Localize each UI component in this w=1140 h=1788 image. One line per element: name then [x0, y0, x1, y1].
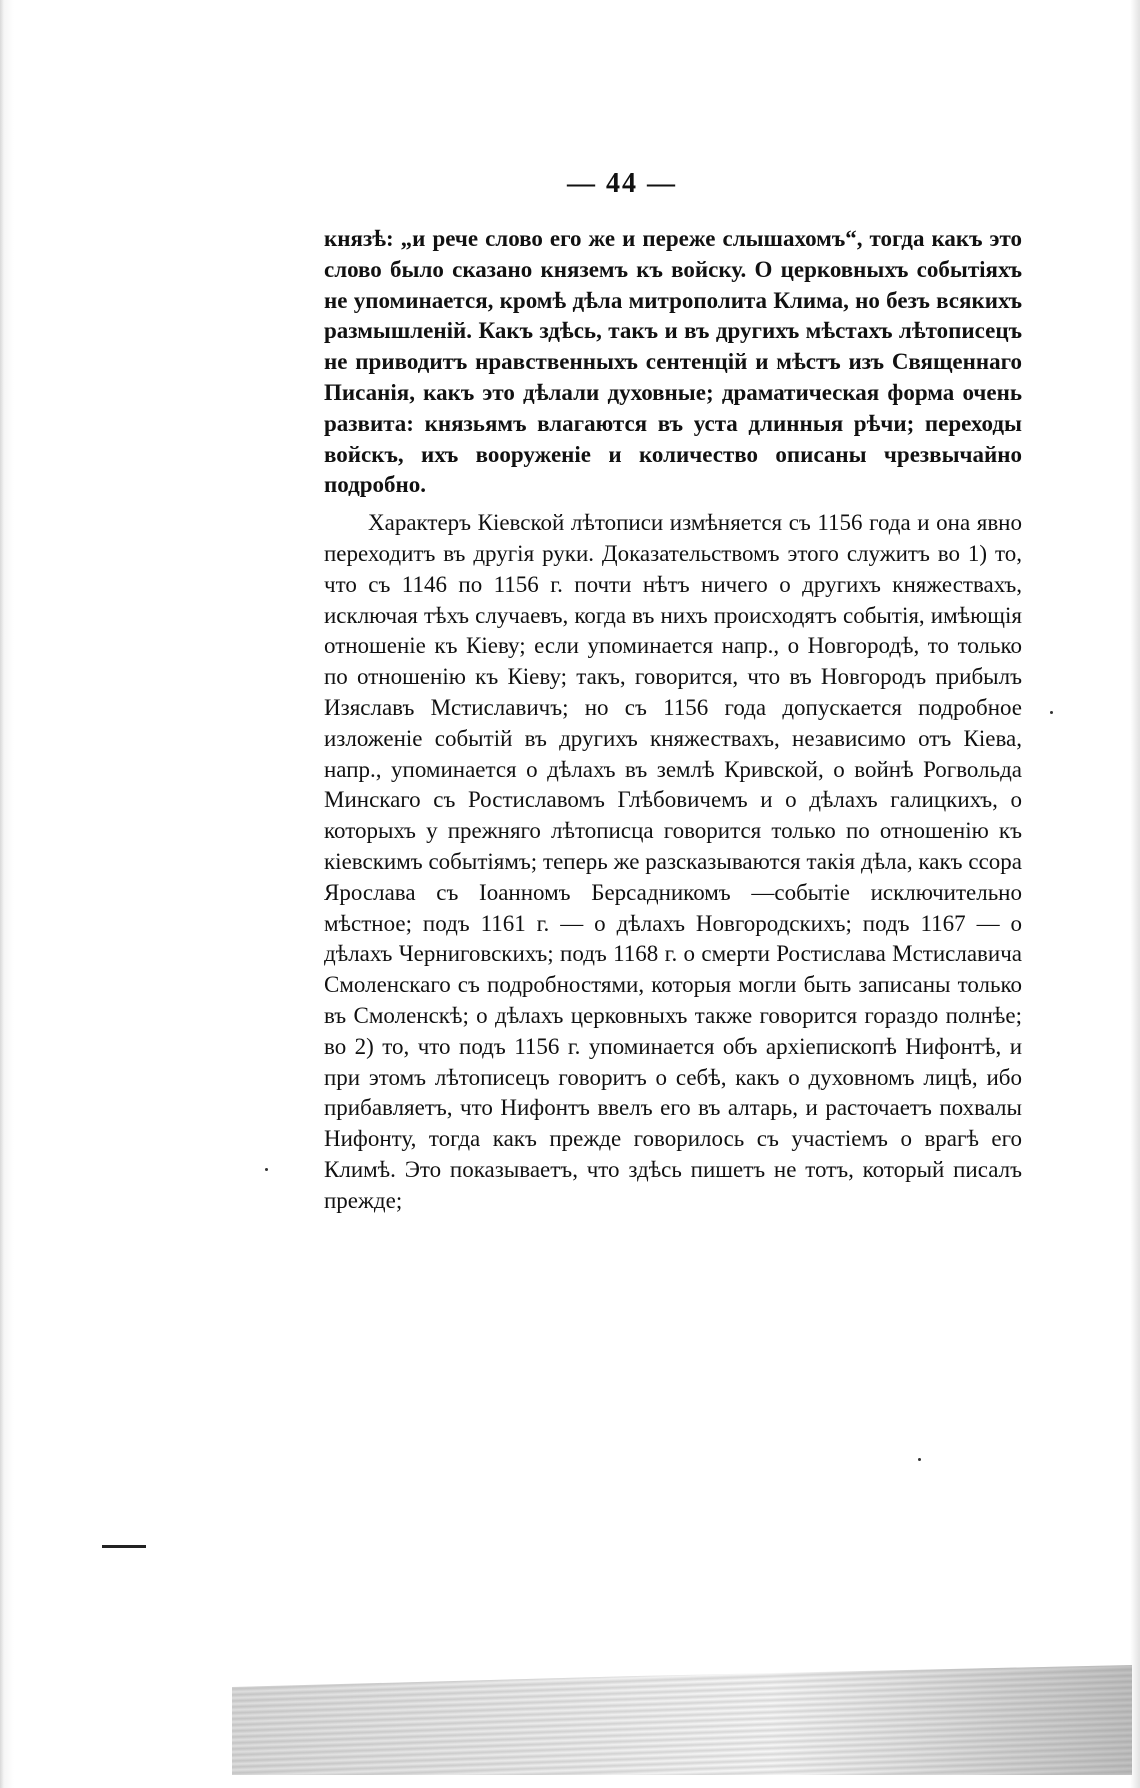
page-number: — 44 — [567, 168, 677, 199]
scan-smudge [232, 1665, 1132, 1775]
ink-speck [1050, 711, 1053, 714]
paragraph-1: князѣ: „и рече слово его же и переже слышахомъ“, тогда какъ это слово было сказано княземъ къ войску. О церковныхъ событіяхъ не упоминается, кромѣ дѣла митрополита Клима, но безъ всякихъ размышленій. Какъ здѣсь, такъ и въ другихъ мѣстахъ лѣтописецъ не приводитъ нравственныхъ сентенцій и мѣстъ изъ Священнаго Писанія, какъ это дѣлали духовные; драматическая форма очень развита: князьямъ влагаются въ уста длинныя рѣчи; переходы войскъ, ихъ вооруженіе и количество описаны чрезвычайно подробно. [324, 226, 1022, 498]
ink-speck [265, 1168, 268, 1171]
margin-dash-mark [102, 1545, 146, 1548]
paragraph-2: Характеръ Кіевской лѣтописи измѣняется съ 1156 года и она явно переходитъ въ другія руки. Доказательствомъ этого служитъ во 1) то, что съ 1146 по 1156 г. почти нѣтъ ничего о другихъ княжествахъ, исключая тѣхъ случаевъ, когда въ нихъ происходятъ событія, имѣющія отношеніе къ Кіеву; если упоминается напр., о Новгородѣ, то только по отношенію къ Кіеву; такъ, говорится, что въ Новгородъ прибылъ Изяславъ Мстиславичъ; но съ 1156 года допускается подробное изложеніе событій въ другихъ княжествахъ, независимо отъ Кіева, напр., упоминается о дѣлахъ въ землѣ Кривской, о войнѣ Рогвольда Минскаго съ Ростиславомъ Глѣбовичемъ и о дѣлахъ галицкихъ, о которыхъ у прежняго лѣтописца говорится только по отношенію къ кіевскимъ событіямъ; теперь же разсказываются такія дѣла, какъ ссора Ярослава съ Іоанномъ Берсадникомъ —событіе исключительно мѣстное; подъ 1161 г. — о дѣлахъ Новгородскихъ; подъ 1167 — о дѣлахъ Черниговскихъ; подъ 1168 г. о смерти Ростислава Мстиславича Смоленскаго съ подробностями, которыя могли быть записаны только въ Смоленскѣ; о дѣлахъ церковныхъ также говорится гораздо полнѣе; во 2) то, что подъ 1156 г. упоминается объ архіепископѣ Нифонтѣ, и при этомъ лѣтописецъ говоритъ о себѣ, какъ о духовномъ лицѣ, ибо прибавляетъ, что Нифонтъ ввелъ его въ алтарь, и расточаетъ похвалы Нифонту, тогда какъ прежде говорилось съ участіемъ о врагѣ его Климѣ. Это показываетъ, что здѣсь пишетъ не тотъ, который писалъ прежде; [324, 510, 1022, 1213]
ink-speck [918, 1458, 921, 1461]
body-text [324, 224, 1022, 1217]
scan-edge-left [0, 0, 14, 1788]
scan-edge-right [1130, 0, 1140, 1788]
